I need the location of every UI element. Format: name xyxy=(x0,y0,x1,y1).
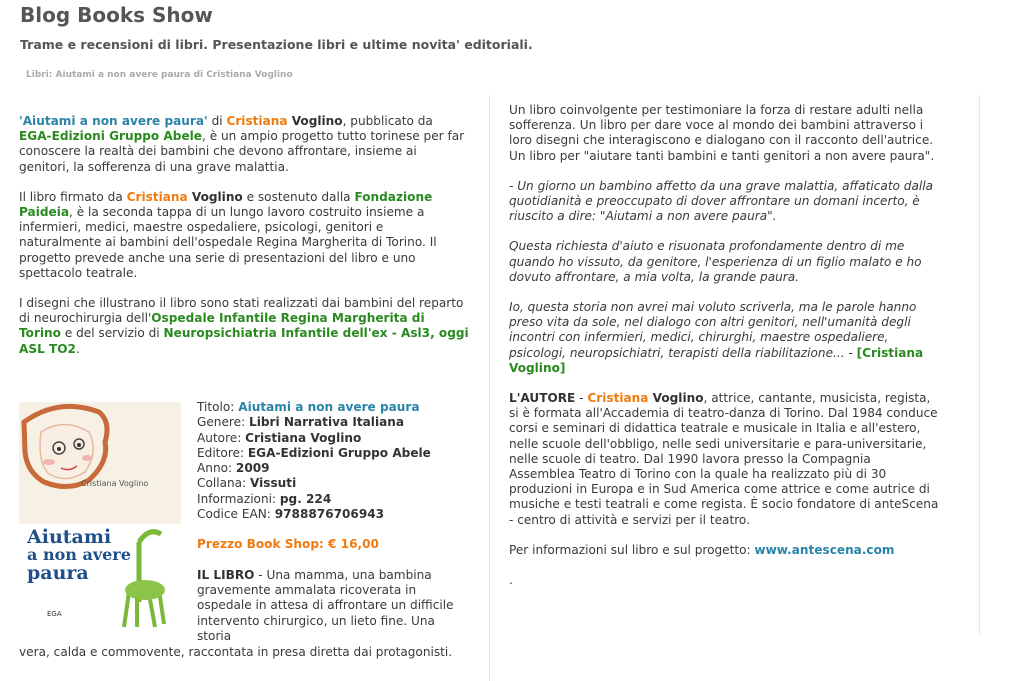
label: Genere: xyxy=(197,415,249,430)
cover-title xyxy=(27,528,131,582)
label: Anno: xyxy=(197,461,236,476)
book-summary-continued: vera, calda e commovente, raccontata in presa diretta dai protagonisti. xyxy=(19,645,453,659)
site-description: Trame e recensioni di libri. Presentazione libri e ultime novita' editoriali. xyxy=(20,37,533,52)
label: IL LIBRO xyxy=(197,567,255,582)
label: Collana: xyxy=(197,476,250,491)
column-divider xyxy=(489,95,490,681)
intro-paragraph xyxy=(19,114,469,175)
second-paragraph xyxy=(19,190,469,281)
value: Cristiana Voglino xyxy=(245,430,362,445)
third-paragraph xyxy=(19,296,469,357)
quote-signature: [Cristiana Voglino] xyxy=(509,345,924,375)
text: , è un ampio progetto tutto torinese per far conoscere la realtà dei bambini che devono affrontare, insieme ai genitori, la sofferenza di una grave malattia. xyxy=(19,129,465,174)
service-link[interactable]: Neuropsichiatria Infantile dell'ex - Asl3, oggi ASL TO2 xyxy=(19,326,469,356)
text: - xyxy=(575,391,588,406)
text: e del servizio di xyxy=(60,326,164,341)
book-cover-art xyxy=(19,402,181,630)
right-border xyxy=(979,95,980,635)
cover-title-line: Aiutami xyxy=(27,526,112,548)
value: Libri Narrativa Italiana xyxy=(248,415,405,430)
text: , attrice, cantante, musicista, regista, si è formata all'Accademia di teatro-danza di Torino. Dal 1984 conduce corsi e seminari di didattica teatrale e musicale in Italia e all'estero, nelle scuole dell'obbligo, nelle sedi universitarie e para-universitarie, nelle scuole di teatro. Dal 1990 lavora presso la Compagnia Assemblea Teatro di Torino con la quale ha realizzato più di 30 produzioni in Europa e in Sud America come attrice e come autrice di musiche e testi teatrali e come regista. È socio fondatore di anteScena - centro di attività e servizi per il teatro. xyxy=(509,391,939,527)
value: 9788876706943 xyxy=(274,507,385,522)
author-first-name[interactable]: Cristiana xyxy=(226,114,288,128)
website-link[interactable]: www.antescena.com xyxy=(754,542,895,557)
detail-publisher xyxy=(197,446,467,461)
text: Per informazioni sul libro e sul progetto: xyxy=(509,542,755,557)
detail-ean xyxy=(197,507,467,522)
label: Autore: xyxy=(197,430,246,445)
info-paragraph xyxy=(509,543,939,558)
label: Titolo: xyxy=(197,400,239,414)
detail-year xyxy=(197,461,467,476)
value: EGA-Edizioni Gruppo Abele xyxy=(247,445,431,460)
author-paragraph xyxy=(509,391,939,528)
detail-title xyxy=(197,400,467,415)
quote-paragraph: - Un giorno un bambino affetto da una grave malattia, affaticato dalla quotidianità e preoccupato di dover affrontare un domani incerto, è riuscito a dire: "Aiutami a non avere paura". xyxy=(509,178,934,224)
label: L'AUTORE xyxy=(509,391,576,406)
label: Codice EAN: xyxy=(197,507,275,522)
detail-author xyxy=(197,431,467,446)
value: Vissuti xyxy=(249,476,297,491)
detail-genre xyxy=(197,415,467,430)
hospital-link[interactable]: Ospedale Infantile Regina Margherita di Torino xyxy=(19,311,425,341)
label: Editore: xyxy=(197,445,248,460)
breadcrumb: Libri: Aiutami a non avere paura di Cristiana Voglino xyxy=(26,70,293,80)
text: . xyxy=(75,341,80,356)
text: , pubblicato da xyxy=(342,114,433,128)
cover-author: Cristiana Voglino xyxy=(81,479,149,488)
author-first-name[interactable]: Cristiana xyxy=(126,189,188,204)
author-last-name: Voglino xyxy=(287,114,343,128)
site-title[interactable]: Blog Books Show xyxy=(20,3,213,27)
text: di xyxy=(207,114,227,128)
left-column xyxy=(19,114,469,372)
text: Il libro firmato da xyxy=(19,189,127,204)
value: 2009 xyxy=(235,461,270,476)
cover-title-line: a non avere xyxy=(27,545,131,564)
publisher-logo: EGA xyxy=(47,610,62,618)
description-paragraph: Un libro coinvolgente per testimoniare la forza di restare adulti nella sofferenza. Un libro per dare voce al mondo dei bambini attraverso i loro disegni che interagiscono e dialogano con il racconto dell'autrice. Un libro per "aiutare tanti bambini e tanti genitori a non avere paura". xyxy=(509,103,935,163)
price: Prezzo Book Shop: € 16,00 xyxy=(197,537,379,552)
right-column xyxy=(509,103,939,603)
book-title-link[interactable]: Aiutami a non avere paura xyxy=(238,400,420,414)
book-summary xyxy=(197,568,467,644)
detail-info xyxy=(197,492,467,507)
text: I disegni che illustrano il libro sono stati realizzati dai bambini del reparto di neurochirurgia dell' xyxy=(19,296,464,326)
foundation-link[interactable]: Fondazione Paideia xyxy=(19,189,433,220)
book-cover-image[interactable] xyxy=(19,402,181,630)
publisher-link[interactable]: EGA-Edizioni Gruppo Abele xyxy=(19,129,202,144)
text: Io, questa storia non avrei mai voluto scriverla, ma le parole hanno preso vita da sole, nel dialogo con altri genitori, nell'umanità degli incontri con infermieri, medici, chirurghi, maestre ospedaliere, psicologi, neuropsichiatri, terapisti della riabilitazione... - xyxy=(509,300,917,360)
quote-paragraph: Questa richiesta d'aiuto e risuonata profondamente dentro di me quando ho vissuto, da genitore, l'esperienza di un figlio malato e ho dovuto affrontare, a mia volta, la grande paura. xyxy=(509,239,922,284)
book-title-link[interactable]: 'Aiutami a non avere paura' xyxy=(19,114,208,128)
trailing-dot: . xyxy=(509,573,513,588)
label: Informazioni: xyxy=(197,491,280,506)
text: e sostenuto dalla xyxy=(242,189,355,204)
author-last-name: Voglino xyxy=(648,391,704,406)
value: pg. 224 xyxy=(279,491,332,506)
text: , è la seconda tappa di un lungo lavoro costruito insieme a infermieri, medici, maestre ospedaliere, psicologi, genitori e naturalmente ai bambini dell'ospedale Regina Margherita di Torino. Il progetto prevede anche una serie di presentazioni del libro e uno spettacolo teatrale. xyxy=(19,205,437,280)
cover-title-line: paura xyxy=(27,562,89,584)
author-first-name[interactable]: Cristiana xyxy=(587,391,649,406)
quote-paragraph xyxy=(509,300,939,376)
author-last-name: Voglino xyxy=(187,189,243,204)
text: - Una mamma, una bambina gravemente ammalata ricoverata in ospedale in attesa di affrontare un difficile intervento chirurgico, un lieto fine. Una storia xyxy=(197,567,454,643)
book-details xyxy=(197,400,467,644)
detail-series xyxy=(197,476,467,491)
